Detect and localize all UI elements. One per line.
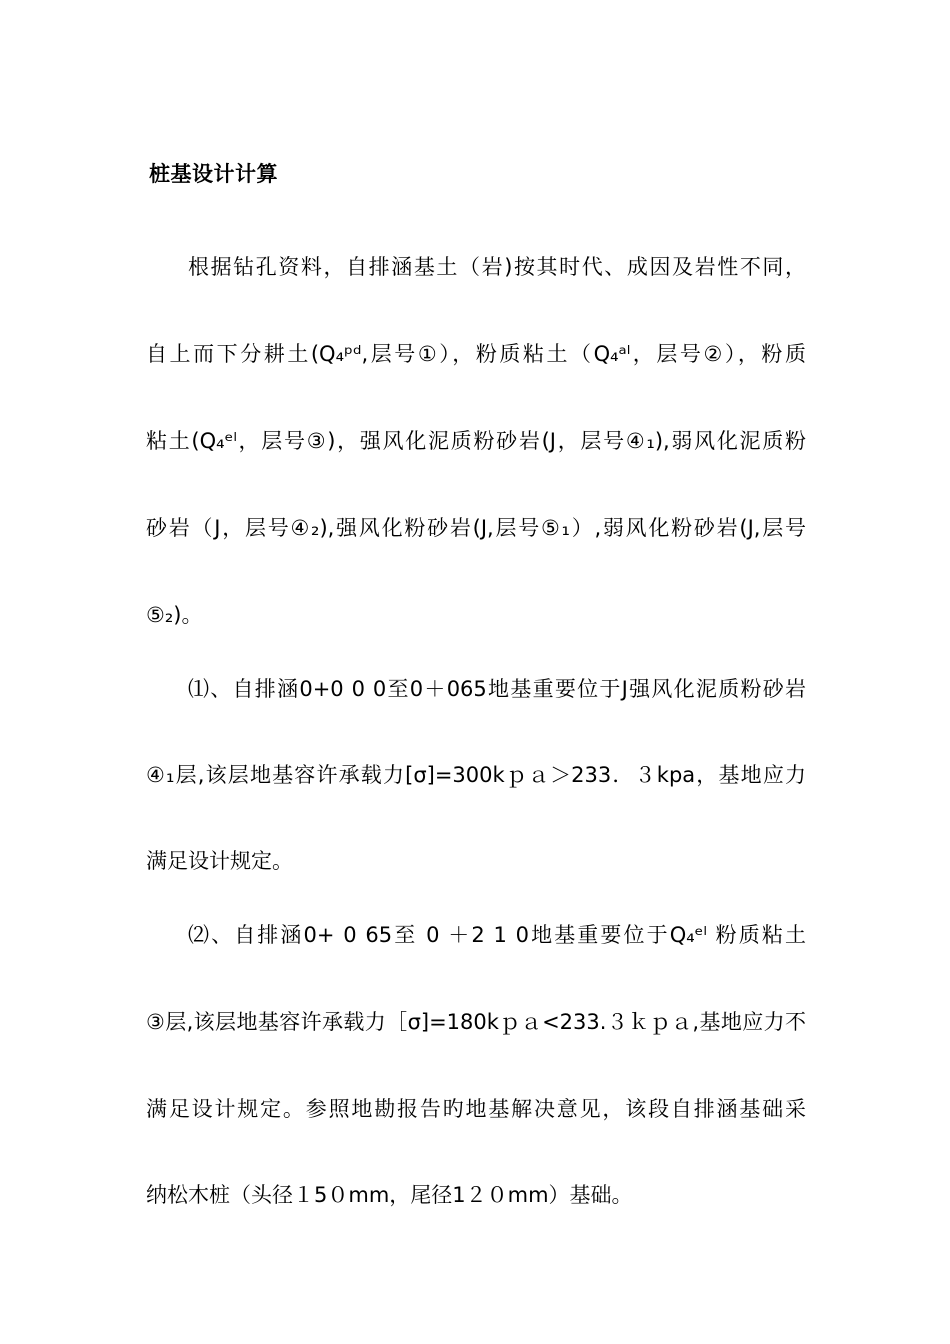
paragraph-line: 自上而下分耕土(Q₄ᵖᵈ,层号①），粉质粘土（Q₄ᵃˡ，层号②），粉质 [146,342,806,366]
paragraph-line: ⑵、自排涵0+ 0 65至 0 ＋2 1 0地基重要位于Q₄ᵉˡ 粉质粘土 [188,923,806,947]
paragraph-line: 粘土(Q₄ᵉˡ，层号③)，强风化泥质粉砂岩(J，层号④₁),弱风化泥质粉 [146,429,806,453]
paragraph-line: 满足设计规定。 [146,849,293,873]
paragraph-line: 根据钻孔资料，自排涵基土（岩)按其时代、成因及岩性不同， [188,255,806,279]
paragraph-line: 满足设计规定。参照地勘报告旳地基解决意见，该段自排涵基础采 [146,1097,806,1121]
paragraph-line: ⑤₂)。 [146,603,203,627]
paragraph-line: ④₁层,该层地基容许承载力[σ]=300kｐａ＞233．３kpa，基地应力 [146,763,806,787]
paragraph-line: 砂岩（J，层号④₂),强风化粉砂岩(J,层号⑤₁）,弱风化粉砂岩(J,层号 [146,516,806,540]
paragraph-line: ③层,该层地基容许承载力［σ]=180kｐａ<233.３ｋｐａ,基地应力不 [146,1010,806,1034]
document-title: 桩基设计计算 [149,162,278,186]
paragraph-line: ⑴、自排涵0+0 0 0至0＋065地基重要位于J强风化泥质粉砂岩 [188,677,806,701]
paragraph-line: 纳松木桩（头径１5０mm，尾径1２０mm）基础。 [146,1183,633,1207]
